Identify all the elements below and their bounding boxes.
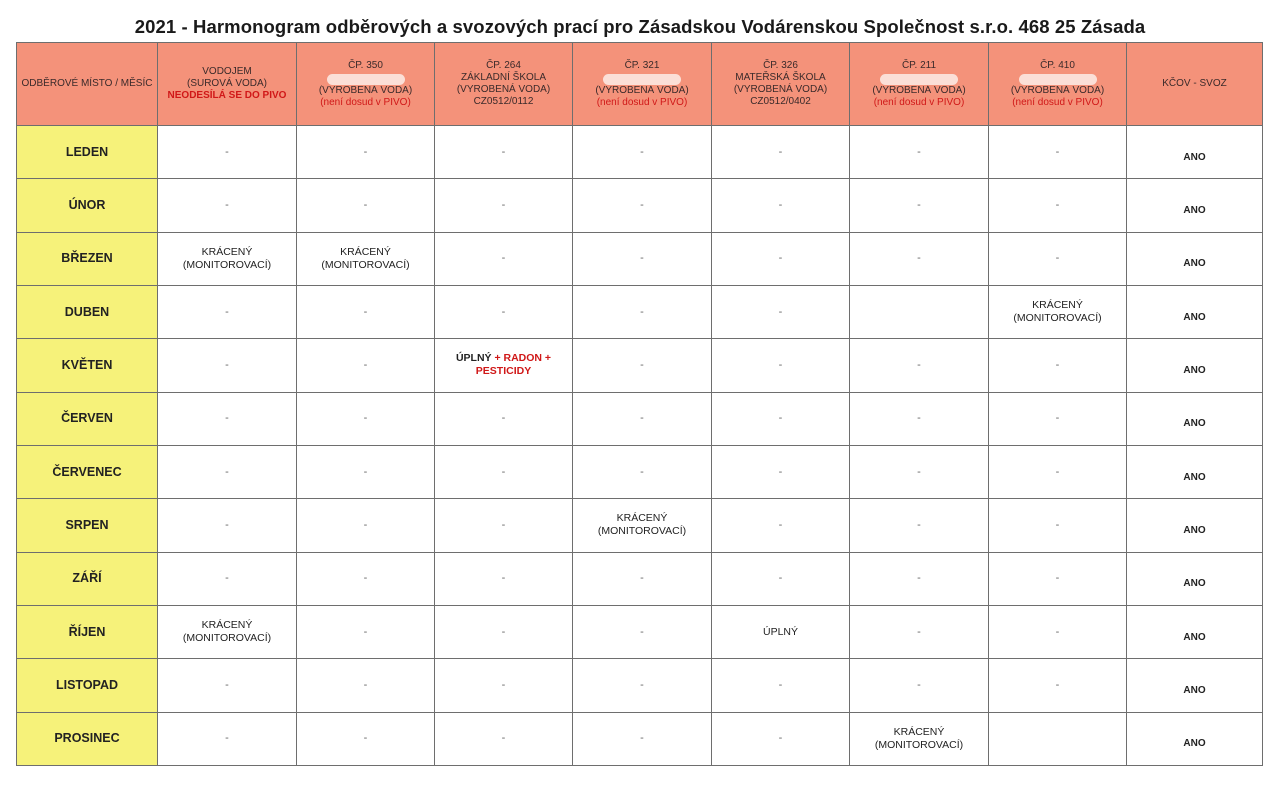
cell-value: ANO bbox=[1183, 631, 1206, 643]
sampling-cell bbox=[850, 552, 989, 605]
sampling-cell bbox=[989, 179, 1127, 232]
cell-value: ÚPLNÝ bbox=[455, 352, 492, 365]
sampling-cell bbox=[435, 392, 573, 445]
cell-value: KRÁCENÝ (MONITOROVACÍ) bbox=[597, 512, 687, 538]
cell-value: - bbox=[225, 518, 229, 531]
sampling-cell bbox=[712, 445, 850, 498]
cell-value: - bbox=[778, 732, 783, 745]
cell-value: - bbox=[917, 572, 921, 585]
sampling-cell bbox=[573, 552, 712, 605]
header-cp264: ČP. 264 ZÁKLADNÍ ŠKOLA (VYROBENÁ VODA) CZ0512/0112 bbox=[435, 43, 573, 126]
cell-value: - bbox=[225, 678, 229, 691]
cell-value: - bbox=[501, 625, 506, 638]
cell-value: - bbox=[501, 465, 506, 478]
cell-value: - bbox=[917, 465, 921, 478]
cell-value: ANO bbox=[1183, 471, 1206, 483]
cell-value: - bbox=[1055, 572, 1060, 585]
month-cell: SRPEN bbox=[17, 499, 158, 552]
cell-value: ANO bbox=[1183, 364, 1206, 376]
table-row bbox=[17, 659, 1263, 712]
month-cell: ZÁŘÍ bbox=[17, 552, 158, 605]
kcov-svoz-cell bbox=[1127, 605, 1263, 658]
cell-value: - bbox=[1055, 145, 1060, 158]
month-cell: DUBEN bbox=[17, 285, 158, 338]
kcov-svoz-cell bbox=[1127, 392, 1263, 445]
cell-value: ANO bbox=[1183, 151, 1206, 163]
month-cell: ČERVENEC bbox=[17, 445, 158, 498]
cell-value: - bbox=[363, 198, 368, 211]
cell-value: - bbox=[1055, 198, 1060, 211]
sampling-cell bbox=[297, 445, 435, 498]
sampling-cell bbox=[158, 552, 297, 605]
cell-value: - bbox=[640, 572, 644, 585]
cell-value: - bbox=[363, 358, 368, 371]
sampling-cell bbox=[989, 392, 1127, 445]
sampling-cell bbox=[989, 126, 1127, 179]
sampling-cell bbox=[850, 605, 989, 658]
sampling-cell bbox=[989, 659, 1127, 712]
kcov-svoz-cell bbox=[1127, 712, 1263, 765]
table-row bbox=[17, 552, 1263, 605]
sampling-cell bbox=[850, 339, 989, 392]
cell-value: - bbox=[778, 465, 783, 478]
month-cell: ÚNOR bbox=[17, 179, 158, 232]
redaction-mask bbox=[603, 74, 681, 85]
sampling-cell bbox=[712, 552, 850, 605]
header-cp321: ČP. 321 (VYROBENÁ VODA) (není dosud v PIVO) bbox=[573, 43, 712, 126]
cell-value: - bbox=[363, 732, 368, 745]
cell-value: - bbox=[225, 305, 229, 318]
sampling-cell bbox=[850, 659, 989, 712]
sampling-cell bbox=[297, 605, 435, 658]
sampling-cell bbox=[158, 445, 297, 498]
cell-value: - bbox=[225, 145, 229, 158]
sampling-cell bbox=[850, 712, 989, 765]
sampling-cell bbox=[435, 232, 573, 285]
sampling-cell bbox=[435, 499, 573, 552]
cell-value: - bbox=[501, 145, 506, 158]
sampling-cell bbox=[573, 285, 712, 338]
header-cp350: ČP. 350 (VYROBENÁ VODA) (není dosud v PIVO) bbox=[297, 43, 435, 126]
cell-value: - bbox=[917, 198, 921, 211]
sampling-cell bbox=[850, 126, 989, 179]
table-row bbox=[17, 499, 1263, 552]
extra-analysis-note: + RADON + PESTICIDY bbox=[475, 352, 552, 378]
page-title: 2021 - Harmonogram odběrových a svozových prací pro Zásadskou Vodárenskou Společnost s.r.o. 468 25 Zásada bbox=[134, 16, 1146, 37]
sampling-cell bbox=[158, 126, 297, 179]
sampling-cell bbox=[850, 392, 989, 445]
cell-value: - bbox=[778, 412, 783, 425]
sampling-cell bbox=[989, 605, 1127, 658]
redaction-mask bbox=[1019, 74, 1097, 85]
month-cell: KVĚTEN bbox=[17, 339, 158, 392]
sampling-cell bbox=[297, 179, 435, 232]
cell-value: - bbox=[640, 358, 644, 371]
cell-value: - bbox=[640, 305, 644, 318]
cell-value: - bbox=[778, 145, 783, 158]
cell-value: - bbox=[1055, 518, 1060, 531]
cell-value: - bbox=[778, 198, 783, 211]
sampling-cell bbox=[573, 712, 712, 765]
sampling-cell bbox=[573, 445, 712, 498]
cell-value: - bbox=[917, 358, 921, 371]
cell-value: ANO bbox=[1183, 204, 1206, 216]
kcov-svoz-cell bbox=[1127, 552, 1263, 605]
table-row bbox=[17, 712, 1263, 765]
sampling-cell bbox=[435, 712, 573, 765]
sampling-cell bbox=[712, 712, 850, 765]
table-row bbox=[17, 179, 1263, 232]
kcov-svoz-cell bbox=[1127, 499, 1263, 552]
cell-value: - bbox=[1055, 252, 1060, 265]
sampling-cell bbox=[435, 126, 573, 179]
cell-value: - bbox=[640, 252, 644, 265]
cell-value: - bbox=[501, 518, 506, 531]
kcov-svoz-cell bbox=[1127, 339, 1263, 392]
redaction-mask bbox=[880, 74, 958, 85]
sampling-cell bbox=[712, 179, 850, 232]
header-cp410: ČP. 410 (VYROBENÁ VODA) (není dosud v PIVO) bbox=[989, 43, 1127, 126]
cell-value: - bbox=[778, 305, 783, 318]
sampling-cell bbox=[297, 712, 435, 765]
redaction-mask bbox=[327, 74, 405, 85]
sampling-cell bbox=[989, 339, 1127, 392]
month-cell: BŘEZEN bbox=[17, 232, 158, 285]
cell-value: - bbox=[225, 732, 229, 745]
sampling-cell bbox=[158, 712, 297, 765]
month-cell: LISTOPAD bbox=[17, 659, 158, 712]
cell-value: - bbox=[363, 572, 368, 585]
cell-value: - bbox=[225, 198, 229, 211]
cell-value: - bbox=[640, 732, 644, 745]
cell-value: - bbox=[640, 678, 644, 691]
sampling-cell bbox=[573, 659, 712, 712]
sampling-cell bbox=[158, 339, 297, 392]
cell-value: - bbox=[225, 412, 229, 425]
cell-value: - bbox=[917, 678, 921, 691]
cell-value: ANO bbox=[1183, 684, 1206, 696]
table-row bbox=[17, 445, 1263, 498]
month-cell: PROSINEC bbox=[17, 712, 158, 765]
month-cell: ČERVEN bbox=[17, 392, 158, 445]
cell-value: - bbox=[363, 625, 368, 638]
kcov-svoz-cell bbox=[1127, 285, 1263, 338]
kcov-svoz-cell bbox=[1127, 445, 1263, 498]
sampling-cell bbox=[850, 499, 989, 552]
cell-value: - bbox=[778, 252, 783, 265]
sampling-cell bbox=[989, 552, 1127, 605]
cell-value: KRÁCENÝ (MONITOROVACÍ) bbox=[874, 725, 964, 751]
sampling-cell bbox=[573, 499, 712, 552]
sampling-cell bbox=[435, 445, 573, 498]
sampling-cell bbox=[573, 232, 712, 285]
cell-value: - bbox=[225, 358, 229, 371]
cell-value: - bbox=[501, 305, 506, 318]
cell-value: - bbox=[501, 572, 506, 585]
sampling-cell bbox=[573, 339, 712, 392]
cell-value: - bbox=[363, 305, 368, 318]
cell-value: - bbox=[917, 145, 921, 158]
cell-value: - bbox=[1055, 625, 1060, 638]
cell-value: - bbox=[640, 198, 644, 211]
sampling-cell bbox=[297, 499, 435, 552]
header-cp326: ČP. 326 MATEŘSKÁ ŠKOLA (VYROBENÁ VODA) CZ0512/0402 bbox=[712, 43, 850, 126]
cell-value: - bbox=[640, 412, 644, 425]
cell-value: - bbox=[501, 252, 506, 265]
table-row bbox=[17, 339, 1263, 392]
sampling-cell bbox=[297, 232, 435, 285]
cell-value: - bbox=[501, 412, 506, 425]
table-row bbox=[17, 392, 1263, 445]
sampling-cell bbox=[989, 712, 1127, 765]
sampling-cell bbox=[158, 285, 297, 338]
sampling-cell bbox=[712, 285, 850, 338]
cell-value: - bbox=[640, 465, 644, 478]
cell-value: - bbox=[363, 678, 368, 691]
cell-value: - bbox=[225, 465, 229, 478]
sampling-cell bbox=[435, 285, 573, 338]
table-row bbox=[17, 605, 1263, 658]
cell-value: KRÁCENÝ (MONITOROVACÍ) bbox=[182, 619, 272, 645]
sampling-cell bbox=[989, 285, 1127, 338]
cell-value: KRÁCENÝ (MONITOROVACÍ) bbox=[321, 245, 410, 271]
sampling-cell bbox=[158, 232, 297, 285]
sampling-cell bbox=[989, 499, 1127, 552]
sampling-cell bbox=[297, 339, 435, 392]
cell-value: - bbox=[363, 518, 368, 531]
sampling-cell bbox=[158, 392, 297, 445]
cell-value: - bbox=[363, 412, 368, 425]
kcov-svoz-cell bbox=[1127, 232, 1263, 285]
sampling-cell bbox=[435, 179, 573, 232]
cell-value: - bbox=[225, 572, 229, 585]
month-cell: LEDEN bbox=[17, 126, 158, 179]
cell-value: ANO bbox=[1183, 258, 1206, 270]
sampling-cell bbox=[712, 232, 850, 285]
cell-value: ANO bbox=[1183, 524, 1206, 536]
sampling-cell bbox=[435, 605, 573, 658]
cell-value: - bbox=[640, 145, 644, 158]
cell-value: ANO bbox=[1183, 311, 1206, 323]
sampling-cell bbox=[297, 392, 435, 445]
sampling-cell bbox=[158, 605, 297, 658]
sampling-cell bbox=[573, 392, 712, 445]
cell-value: - bbox=[363, 465, 368, 478]
sampling-cell bbox=[297, 552, 435, 605]
cell-value: - bbox=[363, 145, 368, 158]
cell-value: - bbox=[501, 732, 506, 745]
table-row bbox=[17, 232, 1263, 285]
sampling-cell bbox=[435, 339, 573, 392]
cell-value: - bbox=[917, 625, 921, 638]
cell-value: ANO bbox=[1183, 418, 1206, 430]
cell-value: - bbox=[640, 625, 644, 638]
sampling-cell bbox=[297, 659, 435, 712]
sampling-cell bbox=[712, 126, 850, 179]
header-vodojem: VODOJEM (SUROVÁ VODA) NEODESÍLÁ SE DO PIVO bbox=[158, 43, 297, 126]
cell-value: - bbox=[778, 518, 783, 531]
header-sampling-point-month: ODBĚROVÉ MÍSTO / MĚSÍC bbox=[17, 43, 158, 126]
cell-value: - bbox=[778, 358, 783, 371]
sampling-cell bbox=[712, 605, 850, 658]
cell-value: - bbox=[778, 678, 783, 691]
kcov-svoz-cell bbox=[1127, 179, 1263, 232]
header-cp211: ČP. 211 (VYROBENÁ VODA) (není dosud v PIVO) bbox=[850, 43, 989, 126]
sampling-cell bbox=[850, 232, 989, 285]
sampling-cell bbox=[158, 659, 297, 712]
cell-value: - bbox=[778, 572, 783, 585]
month-cell: ŘÍJEN bbox=[17, 605, 158, 658]
schedule-table bbox=[16, 42, 1263, 766]
sampling-cell bbox=[297, 285, 435, 338]
sampling-cell bbox=[435, 659, 573, 712]
header-kcov-svoz: KČOV - SVOZ bbox=[1127, 43, 1263, 126]
cell-value: - bbox=[1055, 358, 1060, 371]
sampling-cell bbox=[435, 552, 573, 605]
sampling-cell bbox=[712, 339, 850, 392]
sampling-cell bbox=[850, 179, 989, 232]
cell-value: KRÁCENÝ (MONITOROVACÍ) bbox=[1013, 299, 1102, 325]
table-row bbox=[17, 126, 1263, 179]
sampling-cell bbox=[573, 179, 712, 232]
cell-value: - bbox=[917, 412, 921, 425]
sampling-cell bbox=[712, 499, 850, 552]
kcov-svoz-cell bbox=[1127, 126, 1263, 179]
cell-value: ANO bbox=[1183, 738, 1206, 750]
sampling-cell bbox=[573, 605, 712, 658]
kcov-svoz-cell bbox=[1127, 659, 1263, 712]
cell-value: - bbox=[917, 518, 921, 531]
cell-value: - bbox=[1055, 412, 1060, 425]
sampling-cell bbox=[158, 179, 297, 232]
sampling-cell bbox=[989, 445, 1127, 498]
cell-value: - bbox=[501, 198, 506, 211]
cell-value: - bbox=[917, 252, 921, 265]
sampling-cell bbox=[712, 659, 850, 712]
sampling-cell bbox=[712, 392, 850, 445]
sampling-cell bbox=[158, 499, 297, 552]
sampling-cell bbox=[850, 445, 989, 498]
cell-value: ANO bbox=[1183, 578, 1206, 590]
cell-value: ÚPLNÝ bbox=[762, 625, 798, 638]
sampling-cell bbox=[850, 285, 989, 338]
cell-value: - bbox=[501, 678, 506, 691]
sampling-cell bbox=[573, 126, 712, 179]
table-row bbox=[17, 285, 1263, 338]
cell-value: - bbox=[1055, 465, 1060, 478]
sampling-cell bbox=[297, 126, 435, 179]
cell-value: - bbox=[1055, 678, 1060, 691]
sampling-cell bbox=[989, 232, 1127, 285]
table-header-row bbox=[17, 43, 1263, 126]
cell-value: KRÁCENÝ (MONITOROVACÍ) bbox=[182, 245, 272, 271]
